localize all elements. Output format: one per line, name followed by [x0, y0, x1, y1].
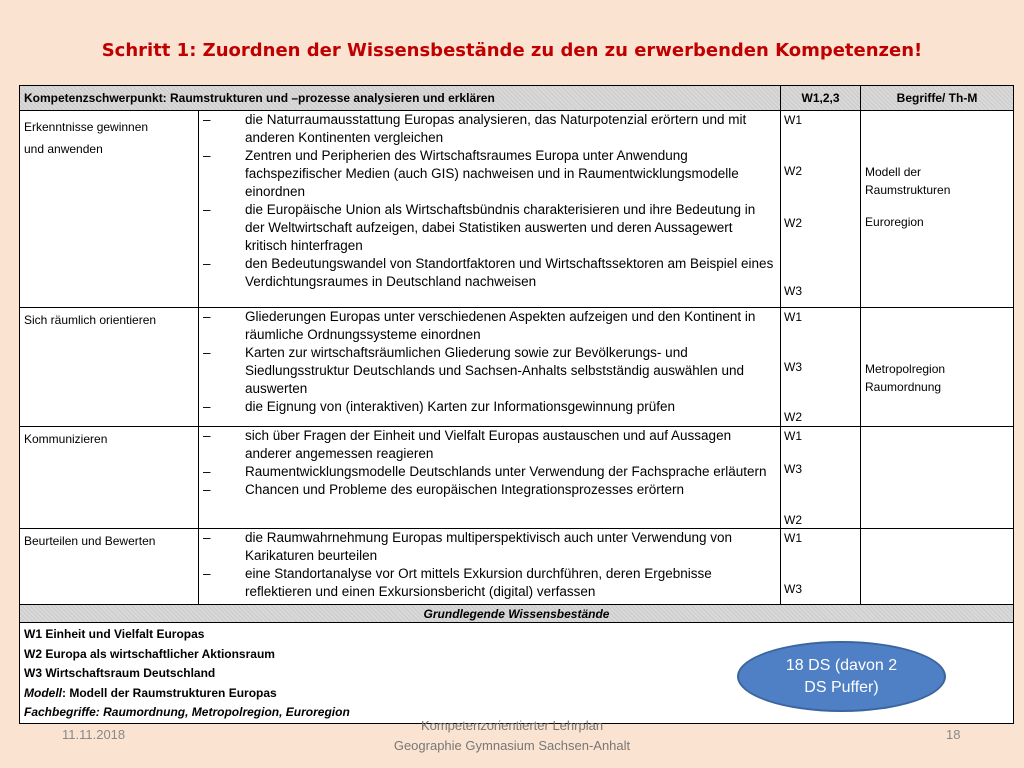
- dash-bullet: –: [203, 345, 211, 360]
- terms-cell: [861, 308, 1014, 427]
- competence-label: und anwenden: [24, 141, 103, 156]
- w-ref: W1: [784, 113, 803, 127]
- competence-cell: [20, 427, 199, 529]
- list-item: [199, 308, 780, 344]
- dash-bullet: –: [203, 309, 211, 324]
- item-text: Raumentwicklungsmodelle Deutschlands unter Verwendung der Fachsprache erläutern: [245, 464, 767, 479]
- dash-bullet: –: [203, 256, 211, 271]
- callout-line: DS Puffer): [804, 678, 879, 696]
- callout-line: 18 DS (davon 2: [785, 656, 898, 674]
- terms-cell: [861, 529, 1014, 605]
- dash-bullet: –: [203, 148, 211, 163]
- list-item: [199, 255, 780, 291]
- item-text: Gliederungen Europas unter verschiedenen Aspekten aufzeigen und den Kontinent in räumliche Ordnungssysteme einordnen: [245, 309, 756, 342]
- w-ref: W3: [784, 462, 803, 476]
- term: Euroregion: [865, 215, 924, 229]
- competence-label: Sich räumlich orientieren: [24, 313, 157, 327]
- footer-center-line: Kompetenzorientierter Lehrplan: [420, 718, 604, 733]
- footer-date: 11.11.2018: [62, 727, 126, 742]
- items-cell: [199, 427, 781, 529]
- list-item: [199, 481, 780, 499]
- footer-center-line: Geographie Gymnasium Sachsen-Anhalt: [393, 738, 631, 753]
- terms-cell: [861, 111, 1014, 308]
- header-w: W1,2,3: [781, 86, 861, 111]
- item-text: die Eignung von (interaktiven) Karten zur Informationsgewinnung prüfen: [245, 399, 676, 414]
- table-row: [20, 529, 1014, 605]
- competence-cell: [20, 111, 199, 308]
- w-ref: W1: [784, 310, 803, 324]
- dash-bullet: –: [203, 399, 211, 414]
- dash-bullet: –: [203, 202, 211, 217]
- footer-center: [0, 716, 1024, 756]
- list-item: [199, 529, 780, 565]
- w-ref: W3: [784, 284, 803, 298]
- slide-title: Schritt 1: Zuordnen der Wissensbestände zu den zu erwerbenden Kompetenzen!: [101, 40, 923, 61]
- w-ref: W1: [784, 531, 803, 545]
- w-cell: [781, 111, 861, 308]
- competence-cell: [20, 308, 199, 427]
- item-text: die Naturraumausstattung Europas analysieren, das Naturpotenzial erörtern und mit anderen Kontinenten vergleichen: [245, 112, 747, 145]
- knowledge-w2: W2 Europa als wirtschaftlicher Aktionsraum: [24, 646, 275, 661]
- list-item: [199, 111, 780, 147]
- item-text: Chancen und Probleme des europäischen Integrationsprozesses erörtern: [245, 482, 685, 497]
- table-row: [20, 111, 1014, 308]
- list-item: [199, 147, 780, 201]
- term: Metropolregion Raumordnung: [865, 362, 946, 394]
- list-item: [199, 463, 780, 481]
- model-label: Modell: [24, 685, 62, 700]
- w-ref: W1: [784, 429, 803, 443]
- item-text: sich über Fragen der Einheit und Vielfalt Europas austauschen und auf Aussagen anderer angemessen reagieren: [245, 428, 732, 461]
- competence-label: Beurteilen und Bewerten: [24, 534, 156, 548]
- w-ref: W2: [784, 216, 803, 230]
- model-text: : Modell der Raumstrukturen Europas: [62, 685, 277, 700]
- duration-callout: [737, 641, 946, 712]
- table-row: [20, 308, 1014, 427]
- competence-label: Kommunizieren: [24, 432, 108, 446]
- competence-table: [19, 85, 1014, 724]
- header-focus: Kompetenzschwerpunkt: Raumstrukturen und –prozesse analysieren und erklären: [20, 86, 781, 111]
- item-text: Karten zur wirtschaftsräumlichen Gliederung sowie zur Bevölkerungs- und Siedlungsstruktur Deutschlands und Sachsen-Anhalts selbstständig auswählen und auswerten: [245, 345, 745, 396]
- terms-label: Fachbegriffe: Raumordnung, Metropolregion, Euroregion: [24, 705, 350, 719]
- header-terms: Begriffe/ Th-M: [861, 86, 1014, 111]
- table-header-row: [20, 86, 1014, 111]
- dash-bullet: –: [203, 428, 211, 443]
- item-text: die Europäische Union als Wirtschaftsbündnis charakterisieren und ihre Bedeutung in der Weltwirtschaft aufzeigen, dabei Statistiken auswerten und deren Aussagewert kritisch hinterfragen: [245, 202, 756, 253]
- dash-bullet: –: [203, 112, 211, 127]
- w-ref: W2: [784, 513, 803, 527]
- list-item: [199, 565, 780, 601]
- dash-bullet: –: [203, 464, 211, 479]
- items-cell: [199, 111, 781, 308]
- w-ref: W2: [784, 164, 803, 178]
- list-item: [199, 344, 780, 398]
- w-ref: W3: [784, 582, 803, 596]
- item-text: eine Standortanalyse vor Ort mittels Exkursion durchführen, deren Ergebnisse reflektieren und einen Exkursionsbericht (digital) verfassen: [245, 566, 712, 599]
- knowledge-w1: W1 Einheit und Vielfalt Europas: [24, 627, 205, 641]
- list-item: [199, 427, 780, 463]
- w-cell: [781, 308, 861, 427]
- list-item: [199, 201, 780, 255]
- knowledge-heading-row: [20, 605, 1014, 623]
- term: Modell der Raumstrukturen: [865, 165, 951, 197]
- table-row: [20, 427, 1014, 529]
- dash-bullet: –: [203, 482, 211, 497]
- knowledge-heading: Grundlegende Wissensbestände: [20, 605, 1014, 623]
- items-cell: [199, 529, 781, 605]
- dash-bullet: –: [203, 530, 211, 545]
- knowledge-w3: W3 Wirtschaftsraum Deutschland: [24, 666, 216, 680]
- competence-label: Erkenntnisse gewinnen: [24, 120, 149, 134]
- list-item: [199, 398, 780, 416]
- w-ref: W2: [784, 410, 803, 424]
- w-cell: [781, 529, 861, 605]
- item-text: die Raumwahrnehmung Europas multiperspektivisch auch unter Verwendung von Karikaturen beurteilen: [245, 530, 733, 563]
- footer-page-number: 18: [946, 727, 961, 742]
- w-ref: W3: [784, 360, 803, 374]
- item-text: den Bedeutungswandel von Standortfaktoren und Wirtschaftssektoren am Beispiel eines Verdichtungsraumes in Deutschland nachweisen: [245, 256, 774, 289]
- items-cell: [199, 308, 781, 427]
- w-cell: [781, 427, 861, 529]
- terms-cell: [861, 427, 1014, 529]
- dash-bullet: –: [203, 566, 211, 581]
- item-text: Zentren und Peripherien des Wirtschaftsraumes Europa unter Anwendung fachspezifischer Medien (auch GIS) nachweisen und in Raumentwicklungsmodelle einordnen: [245, 148, 739, 199]
- competence-cell: [20, 529, 199, 605]
